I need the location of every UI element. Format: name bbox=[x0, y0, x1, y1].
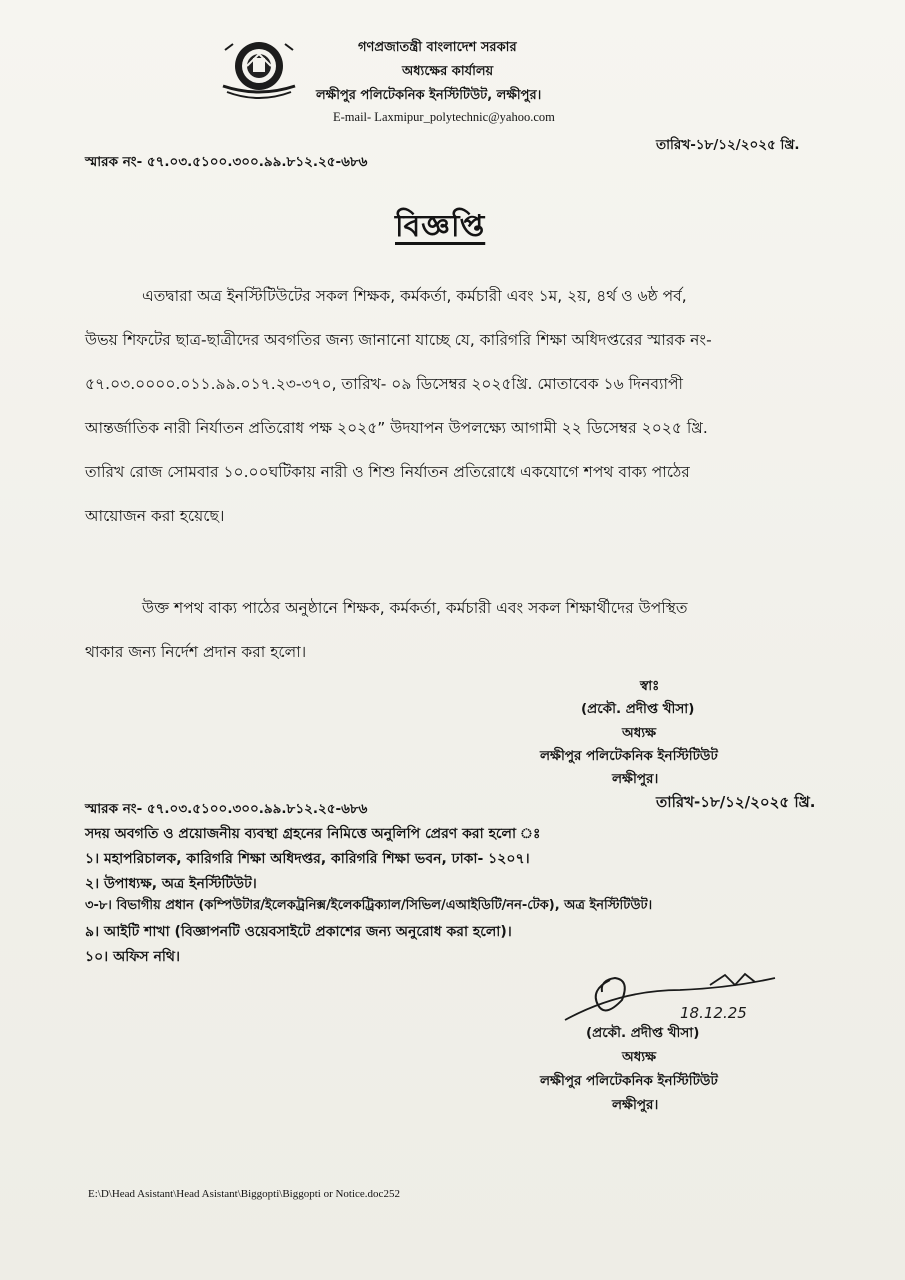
office-line: অধ্যক্ষের কার্যালয় bbox=[402, 64, 494, 79]
memo-number: স্মারক নং- ৫৭.০৩.৫১০০.৩০০.৯৯.৮১২.২৫-৬৮৬ bbox=[85, 154, 368, 170]
paragraph-line: এতদ্বারা অত্র ইনস্টিটিউটের সকল শিক্ষক, কর্মকর্তা, কর্মচারী এবং ১ম, ২য়, ৪র্থ ও ৬ষ্ঠ পর্ব, bbox=[142, 287, 687, 305]
distribution-item: ৯। আইটি শাখা (বিজ্ঞাপনটি ওয়েবসাইটে প্রকাশের জন্য অনুরোধ করা হলো)। bbox=[85, 924, 512, 940]
paragraph-line: উভয় শিফটের ছাত্র-ছাত্রীদের অবগতির জন্য জানানো যাচ্ছে যে, কারিগরি শিক্ষা অধিদপ্তরের স্মারক নং- bbox=[85, 331, 712, 349]
distribution-item: ৩-৮। বিভাগীয় প্রধান (কম্পিউটার/ইলেকট্রনিক্স/ইলেকট্রিক্যাল/সিভিল/এআইডিটি/নন-টেক), অত্র ইনস্টিটিউট। bbox=[85, 898, 653, 913]
distribution-item: ১। মহাপরিচালক, কারিগরি শিক্ষা অধিদপ্তর, কারিগরি শিক্ষা ভবন, ঢাকা- ১২০৭। bbox=[85, 851, 530, 867]
distribution-intro: সদয় অবগতি ও প্রয়োজনীয় ব্যবস্থা গ্রহনের নিমিত্তে অনুলিপি প্রেরণ করা হলো ঃ bbox=[85, 826, 541, 842]
signatory-name: (প্রকৌ. প্রদীপ্ত খীসা) bbox=[581, 701, 695, 717]
paragraph-line: আন্তর্জাতিক নারী নির্যাতন প্রতিরোধ পক্ষ ২০২৫” উদযাপন উপলক্ষ্যে আগামী ২২ ডিসেম্বর ২০২৫ খ্রি. bbox=[85, 419, 708, 437]
institute-logo-icon bbox=[213, 36, 305, 108]
paragraph-line: থাকার জন্য নির্দেশ প্রদান করা হলো। bbox=[85, 643, 307, 661]
signed-mark: স্বাঃ bbox=[640, 678, 660, 694]
government-line: গণপ্রজাতন্ত্রী বাংলাদেশ সরকার bbox=[358, 40, 517, 55]
signatory-designation: অধ্যক্ষ bbox=[622, 725, 657, 741]
paragraph-line: ৫৭.০৩.০০০০.০১১.৯৯.০১৭.২৩-৩৭০, তারিখ- ০৯ ডিসেম্বর ২০২৫খ্রি. মোতাবেক ১৬ দিনব্যাপী bbox=[85, 375, 683, 393]
file-path-footer: E:\D\Head Asistant\Head Asistant\Biggopti\Biggopti or Notice.doc252 bbox=[88, 1188, 400, 1200]
distribution-memo-number: স্মারক নং- ৫৭.০৩.৫১০০.৩০০.৯৯.৮১২.২৫-৬৮৬ bbox=[85, 801, 368, 817]
notice-title: বিজ্ঞপ্তি bbox=[395, 209, 486, 244]
distribution-date: তারিখ-১৮/১২/২০২৫ খ্রি. bbox=[656, 793, 816, 811]
signatory-institute-2: লক্ষীপুর পলিটেকনিক ইনস্টিটিউট bbox=[540, 1073, 718, 1089]
email-line: E-mail- Laxmipur_polytechnic@yahoo.com bbox=[333, 110, 555, 124]
distribution-item: ১০। অফিস নথি। bbox=[85, 949, 180, 965]
institute-line: লক্ষীপুর পলিটেকনিক ইনস্টিটিউট, লক্ষীপুর। bbox=[316, 88, 542, 103]
paragraph-line: তারিখ রোজ সোমবার ১০.০০ঘটিকায় নারী ও শিশু নির্যাতন প্রতিরোধে একযোগে শপথ বাক্য পাঠের bbox=[85, 463, 690, 481]
signatory-designation-2: অধ্যক্ষ bbox=[622, 1049, 657, 1065]
paragraph-line: আয়োজন করা হয়েছে। bbox=[85, 507, 225, 525]
signatory-name-2: (প্রকৌ. প্রদীপ্ত খীসা) bbox=[586, 1025, 700, 1041]
paragraph-line: উক্ত শপথ বাক্য পাঠের অনুষ্ঠানে শিক্ষক, কর্মকর্তা, কর্মচারী এবং সকল শিক্ষার্থীদের উপস্থিত bbox=[142, 599, 688, 617]
signatory-place-2: লক্ষীপুর। bbox=[612, 1097, 659, 1113]
signature-date: 18.12.25 bbox=[680, 1004, 747, 1022]
distribution-item: ২। উপাধ্যক্ষ, অত্র ইনস্টিটিউট। bbox=[85, 876, 257, 892]
issue-date: তারিখ-১৮/১২/২০২৫ খ্রি. bbox=[656, 137, 800, 153]
signatory-institute: লক্ষীপুর পলিটেকনিক ইনস্টিটিউট bbox=[540, 748, 718, 764]
signatory-place: লক্ষীপুর। bbox=[612, 771, 659, 787]
handwritten-signature bbox=[560, 960, 790, 1030]
